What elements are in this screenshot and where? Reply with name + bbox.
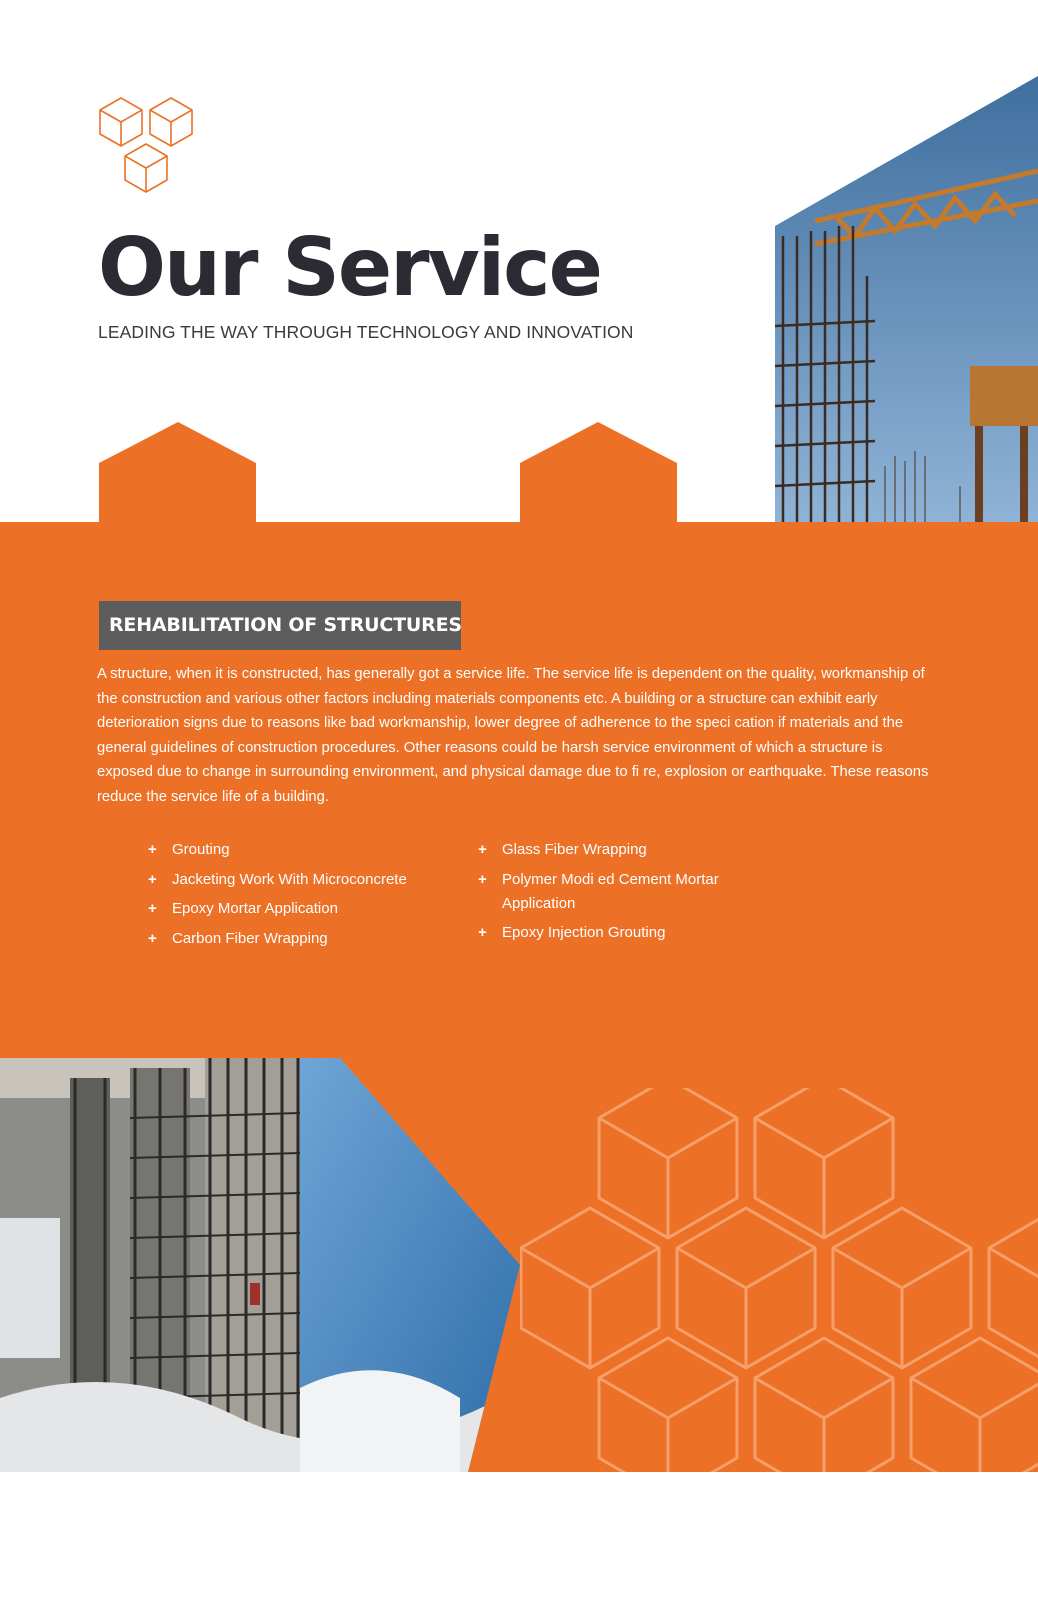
service-list-left [148,838,448,956]
page-title: Our Service [98,221,601,314]
construction-photo-bottom [0,1058,520,1472]
section-body-text: A structure, when it is constructed, has generally got a service life. The service life is dependent on the quality, workmanship of the construction and various other factors including materials components etc. A building or a structure can exhibit early deterioration signs due to reasons like bad workmanship, lower degree of adherence to the speci cation if materials and the general guidelines of construction procedures. Other reasons could be harsh service environment of which a structure is exposed due to change in surrounding environment, and physical damage due to fi re, explosion or earthquake. These reasons reduce the service life of a building. [97,666,929,805]
hexagon-cubes-icon [96,96,198,198]
service-item: + Epoxy Injection Grouting [478,921,758,945]
hexagon-pattern-decoration [520,1088,1038,1472]
service-item: + Epoxy Mortar Application [148,897,448,921]
service-item: + Carbon Fiber Wrapping [148,927,448,951]
construction-photo-top [775,76,1038,522]
service-list-right [478,838,758,951]
service-item: + Glass Fiber Wrapping [478,838,758,862]
service-item: + Grouting [148,838,448,862]
service-item: + Polymer Modi ed Cement Mortar Application [478,868,758,916]
page-subtitle: LEADING THE WAY THROUGH TECHNOLOGY AND INNOVATION [98,322,634,342]
service-item: + Jacketing Work With Microconcrete [148,868,448,892]
section-heading-badge: REHABILITATION OF STRUCTURES [99,601,461,650]
orange-house-tabs [0,420,680,524]
